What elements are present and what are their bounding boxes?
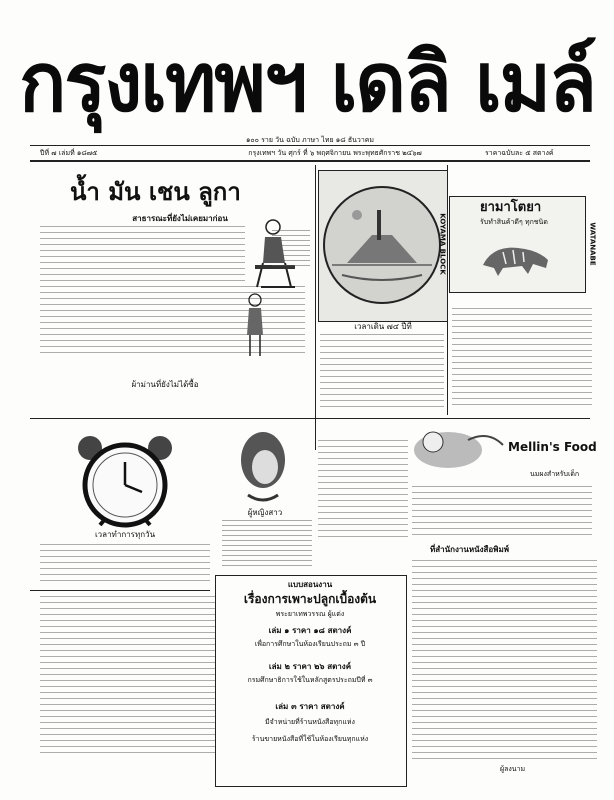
mellins-sub: นมผงสำหรับเด็ก <box>530 470 580 478</box>
standing-figures-illustration <box>240 290 320 360</box>
masthead-title: กรุงเทพฯ เดลิ เมล์ <box>19 34 595 131</box>
yamatoya-title: ยามาโตยา <box>480 200 542 215</box>
yamatoya-subtitle: รับทำสินค้าดีๆ ทุกชนิด <box>480 218 548 226</box>
book-author: พระยาเทพวรรณ ผู้แต่ง <box>275 610 345 618</box>
column-rule-center <box>315 165 316 450</box>
bottom-right-text <box>412 560 597 760</box>
book-footer: ร้านขายหนังสือที่ใช้ในห้องเรียนทุกแห่ง <box>251 735 369 743</box>
dateline-top-rule <box>30 145 590 146</box>
mellins-body-text <box>412 486 592 536</box>
bottom-right-sign: ผู้ลงนาม <box>500 765 526 773</box>
woman-portrait-illustration <box>228 425 298 505</box>
book-vol1-note: เพื่อการศึกษาในห้องเรียนประถม ๓ ปี <box>254 640 366 648</box>
yamatoya-vertical-right: WATANABE <box>588 222 597 266</box>
middle-rule <box>30 418 590 419</box>
yamatoya-vertical-left: KOYAMA BLOCK <box>438 213 447 275</box>
clock-caption: เวลาทำการทุกวัน <box>94 530 156 539</box>
book-vol3: เล่ม ๓ ราคา สตางค์ <box>275 702 345 711</box>
center-body-text <box>320 334 444 409</box>
left-body-text <box>40 596 215 756</box>
center-column-text <box>318 440 408 540</box>
clock-body-text <box>40 544 210 584</box>
dateline-center: กรุงเทพฯ วัน ศุกร์ ที่ ๖ พฤศจิกายน พระพุทธศักราช ๒๔๖๗ <box>248 149 422 157</box>
hair-body-text <box>222 520 312 570</box>
book-heading: แบบสอนงาน <box>287 580 333 589</box>
book-title: เรื่องการเพาะปลูกเบื้องต้น <box>243 592 377 606</box>
oil-headline: น้ำ มัน เชน ลูกา <box>70 177 241 206</box>
dateline-right: ราคาฉบับละ ๕ สตางค์ <box>485 149 554 157</box>
oil-subhead: สาธารณะที่ยังไม่เคยมาก่อน <box>132 214 228 223</box>
dateline-left: ปีที่ ๗ เล่มที่ ๑๘๗๕ <box>40 149 98 157</box>
book-vol1: เล่ม ๑ ราคา ๑๘ สตางค์ <box>268 626 352 635</box>
harbor-scene-illustration <box>322 175 442 315</box>
yamatoya-body-text <box>452 308 592 408</box>
oil-caption: ผ้าม่านที่ยังไม่ได้ซื้อ <box>131 380 199 389</box>
alarm-clock-illustration <box>70 430 180 530</box>
book-vol3-note: มีจำหน่ายที่ร้านหนังสือทุกแห่ง <box>265 718 355 726</box>
oil-body-text <box>40 226 245 284</box>
left-rule-2 <box>30 590 210 591</box>
hair-caption: ผู้หญิงสาว <box>247 508 283 517</box>
mellins-title: Mellin's Food <box>508 440 597 454</box>
book-vol2: เล่ม ๒ ราคา ๒๖ สตางค์ <box>268 662 352 671</box>
sleeping-baby-illustration <box>408 420 508 475</box>
center-image-caption: เวลาเดิน ๗๔ ปีที่ <box>354 322 412 331</box>
book-vol2-note: กรมศึกษาธิการใช้ในหลักสูตรประถมปีที่ ๓ <box>247 676 373 684</box>
dateline-bottom-rule <box>30 160 590 162</box>
oil-side-text <box>272 230 310 270</box>
bottom-right-heading: ที่สำนักงานหนังสือพิมพ์ <box>430 545 509 554</box>
tiger-illustration <box>478 230 553 280</box>
dateline-center-top: ๑๐๐ ราย วัน ฉบับ ภาษา ไทย ๑๘ ธันวาคม <box>245 136 375 144</box>
